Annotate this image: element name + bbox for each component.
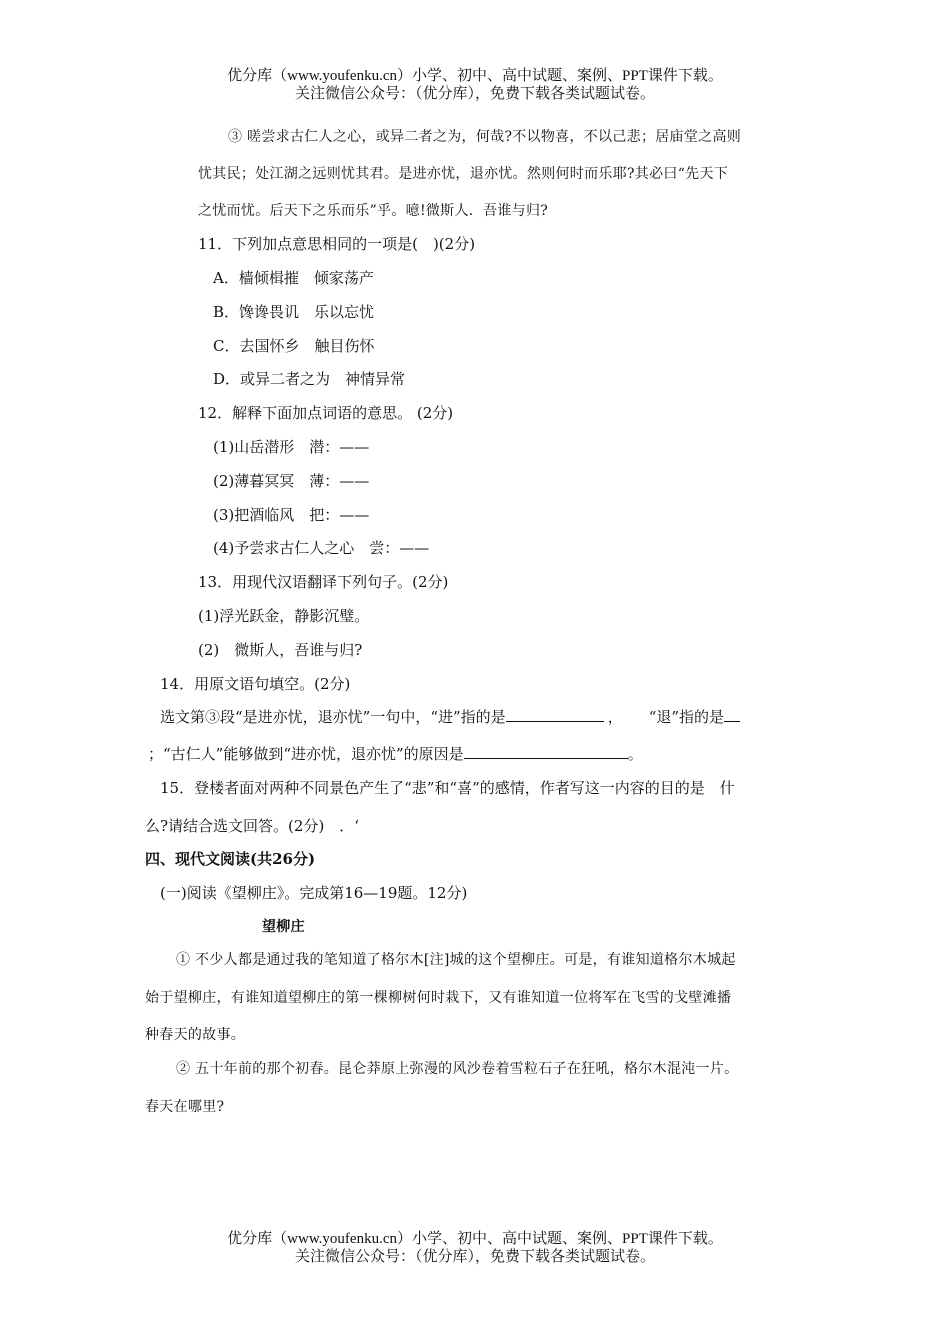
question-14-line-1 [160, 707, 740, 727]
question-13-item-2: (2) 微斯人，吾谁与归? [198, 641, 363, 659]
footer-line-2: 关注微信公众号：（优分库），免费下载各类试题试卷。 [294, 1249, 655, 1265]
passage-p3-line-2: 忧其民；处江湖之远则忧其君。是进亦忧，退亦忧。然则何时而乐耶?其必曰“先天下 [198, 166, 729, 182]
answer-blank-reason[interactable] [464, 744, 628, 759]
question-12-item-4: (4)予尝求古仁人之心 尝：—— [213, 539, 430, 557]
question-14-period: 。 [627, 745, 643, 763]
passage-p3-line-3: 之忧而忧。后天下之乐而乐”乎。噫!微斯人．吾谁与归? [198, 203, 549, 219]
question-13-stem: 13．用现代汉语翻译下列句子。(2分) [198, 573, 449, 591]
article-p1-line-3: 种春天的故事。 [145, 1027, 246, 1043]
question-11-option-b: B．馋谗畏讥 乐以忘忧 [213, 303, 375, 321]
question-12-item-1: (1)山岳潜形 潜：—— [213, 438, 370, 456]
question-11-option-d: D．或异二者之为 神情异常 [213, 370, 406, 388]
answer-blank-jin[interactable] [506, 707, 604, 722]
footer-line-1: 优分库（www.youfenku.cn）小学、初中、高中试题、案例、PPT课件下载。 [227, 1231, 723, 1247]
question-15-line-2: 么?请结合选文回答。(2分) ．‘ [145, 817, 360, 835]
question-13-item-1: (1)浮光跃金，静影沉璧。 [198, 607, 370, 625]
question-11-option-a: A．樯倾楫摧 倾家荡产 [213, 269, 374, 287]
question-14-stem: 14．用原文语句填空。(2分) [160, 675, 351, 693]
question-14-text-1: 选文第③段“是进亦忧，退亦忧”一句中，“进”指的是 [160, 708, 506, 726]
question-12-item-2: (2)薄暮冥冥 薄：—— [213, 472, 370, 490]
answer-blank-tui[interactable] [724, 707, 740, 722]
question-11-option-c: C．去国怀乡 触目伤怀 [213, 337, 375, 355]
question-14-comma: ， [607, 708, 623, 726]
header-line-2: 关注微信公众号：（优分库），免费下载各类试题试卷。 [294, 86, 655, 102]
section-4-intro: (一)阅读《望柳庄》。完成第16—19题。12分) [160, 884, 468, 902]
article-p2-line-2: 春天在哪里? [145, 1099, 225, 1115]
question-14-line-2 [148, 744, 643, 764]
article-p1-line-1: ① 不少人都是通过我的笔知道了格尔木[注]城的这个望柳庄。可是，有谁知道格尔木城起 [176, 952, 736, 968]
article-p2-line-1: ② 五十年前的那个初春。昆仑莽原上弥漫的风沙卷着雪粒石子在狂吼，格尔木混沌一片。 [176, 1061, 739, 1077]
question-14-text-3: “退”指的是 [648, 708, 725, 726]
question-12-item-3: (3)把酒临风 把：—— [213, 506, 370, 524]
section-4-title: 四、现代文阅读(共26分) [145, 850, 316, 868]
article-title: 望柳庄 [262, 919, 305, 935]
header-line-1: 优分库（www.youfenku.cn）小学、初中、高中试题、案例、PPT课件下载。 [227, 68, 723, 84]
question-12-stem: 12．解释下面加点词语的意思。 (2分) [198, 404, 454, 422]
passage-p3-line-1: ③ 嗟尝求古仁人之心，或异二者之为，何哉?不以物喜，不以己悲；居庙堂之高则 [228, 129, 742, 145]
question-11-stem: 11．下列加点意思相同的一项是( )(2分) [198, 235, 476, 253]
article-p1-line-2: 始于望柳庄，有谁知道望柳庄的第一棵柳树何时栽下，又有谁知道一位将军在飞雪的戈壁滩播 [145, 990, 732, 1006]
question-15-line-1: 15．登楼者面对两种不同景色产生了“悲”和“喜”的感情，作者写这一内容的目的是 什 [160, 779, 735, 797]
question-14-text-4: ；“古仁人”能够做到“进亦忧，退亦忧”的原因是 [148, 745, 464, 763]
